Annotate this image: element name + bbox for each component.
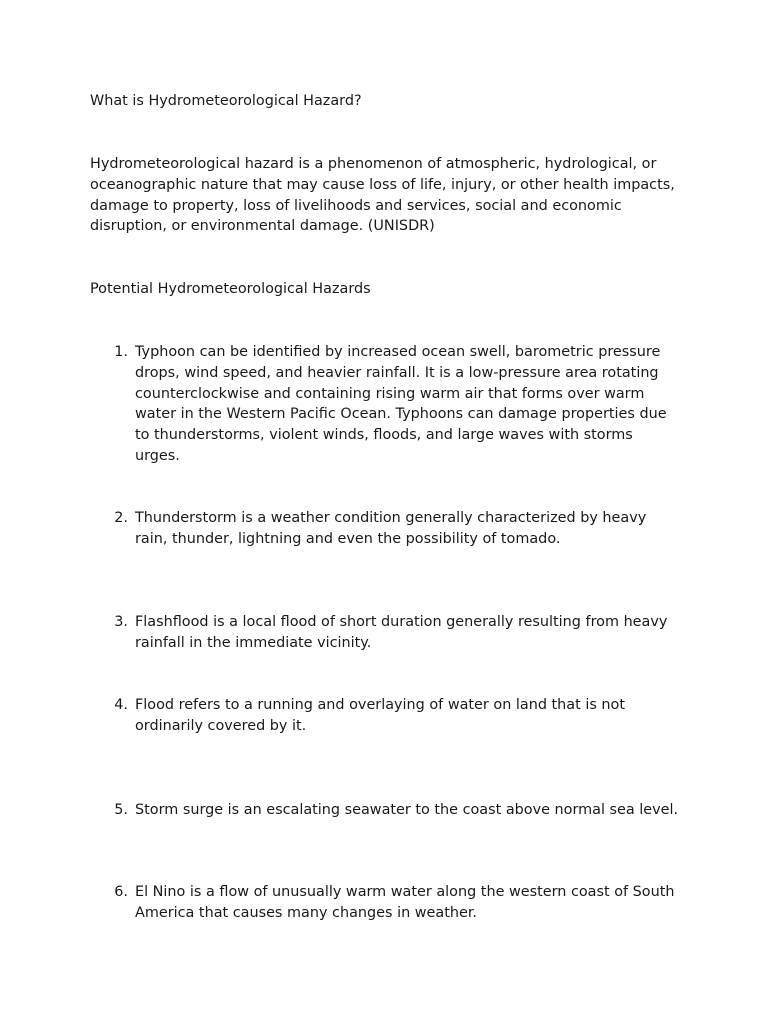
list-item-text: El Nino is a flow of unusually warm water along the western coast of South America that causes many changes in weather.	[135, 884, 675, 921]
list-item-number: 3.	[114, 614, 128, 630]
list-item-text: Flashflood is a local flood of short duration generally resulting from heavy rainfall in the immediate vicinity.	[135, 614, 668, 651]
list-item-number: 6.	[114, 884, 128, 900]
list-item-text: Storm surge is an escalating seawater to the coast above normal sea level.	[135, 802, 679, 818]
list-item-number: 4.	[114, 697, 128, 713]
list-item-number: 2.	[114, 510, 128, 526]
list-item-number: 1.	[114, 344, 128, 360]
section-heading: Potential Hydrometeorological Hazards	[90, 281, 371, 297]
list-item-text: Typhoon can be identified by increased ocean swell, barometric pressure drops, wind speed, and heavier rainfall. It is a low-pressure area rotating counterclockwise and containing rising warm air that forms over warm water in the Western Pacific Ocean. Typhoons can damage properties due to thunderstorms, violent winds, floods, and large waves with storms urges.	[135, 344, 667, 464]
list-item-number: 5.	[114, 802, 128, 818]
intro-paragraph: Hydrometeorological hazard is a phenomenon of atmospheric, hydrological, or oceanographic nature that may cause loss of life, injury, or other health impacts, damage to property, loss of livelihoods and services, social and economic disruption, or environmental damage. (UNISDR)	[90, 156, 675, 235]
document-title: What is Hydrometeorological Hazard?	[90, 93, 362, 109]
list-item-text: Flood refers to a running and overlaying of water on land that is not ordinarily covered by it.	[135, 697, 625, 734]
list-item-text: Thunderstorm is a weather condition generally characterized by heavy rain, thunder, lightning and even the possibility of tomado.	[135, 510, 647, 547]
